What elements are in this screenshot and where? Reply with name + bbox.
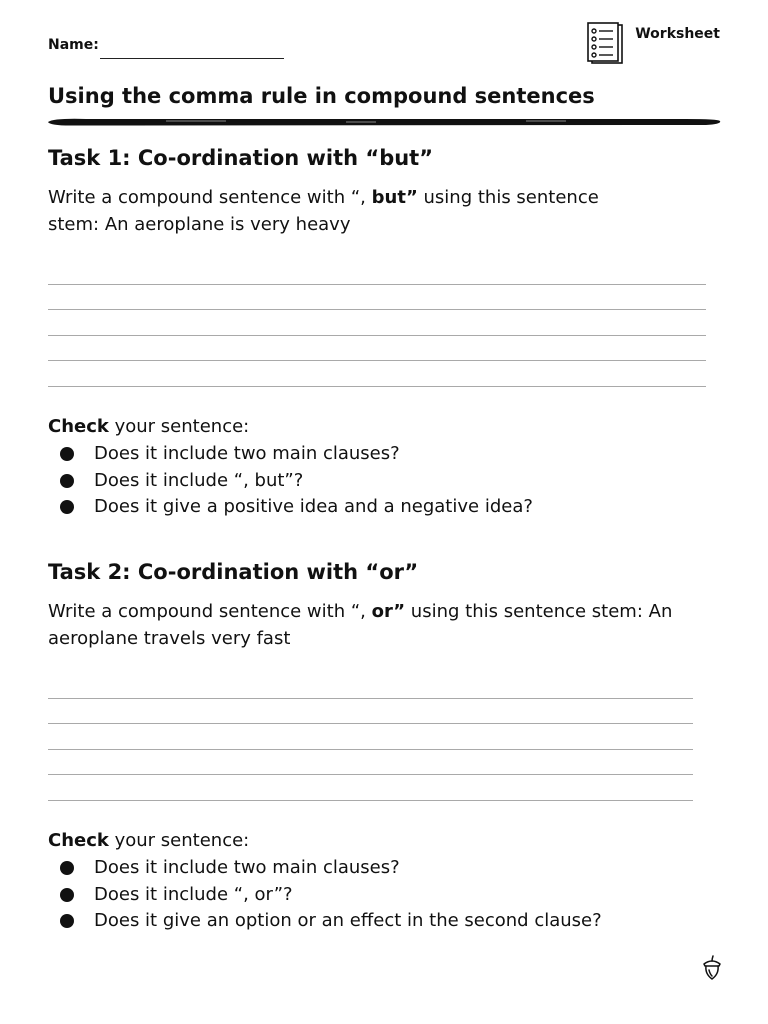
- answer-line[interactable]: [48, 673, 693, 699]
- title-underline-brushstroke: [46, 116, 722, 128]
- task-1-keyword: but”: [371, 187, 418, 208]
- worksheet-icon: [584, 22, 628, 66]
- task-1-prompt: [48, 184, 608, 238]
- task-1-heading: Task 1: Co-ordination with “but”: [48, 146, 434, 170]
- answer-line[interactable]: [48, 259, 706, 285]
- task-1-check-title: [48, 416, 249, 437]
- task-2-heading: Task 2: Co-ordination with “or”: [48, 560, 419, 584]
- name-label: Name:: [48, 37, 99, 53]
- answer-line[interactable]: [48, 336, 706, 362]
- answer-line[interactable]: [48, 699, 693, 725]
- check-rest: your sentence:: [114, 830, 250, 851]
- task-2-prompt-end: using this sentence stem: An aeroplane travels very fast: [48, 601, 673, 649]
- checklist-item-text: Does it include two main clauses?: [94, 857, 400, 878]
- name-field[interactable]: [100, 58, 284, 59]
- checklist-item-text: Does it give an option or an effect in the second clause?: [94, 910, 602, 932]
- checklist-item-text: Does it include two main clauses?: [94, 443, 400, 464]
- task-1-checklist: [60, 441, 533, 521]
- task-2-prompt: [48, 598, 688, 652]
- checklist-item-text: Does it include “, but”?: [94, 469, 304, 491]
- bullet-icon: [60, 861, 74, 875]
- bullet-icon: [60, 888, 74, 902]
- answer-line[interactable]: [48, 750, 693, 776]
- checklist-item: [60, 441, 533, 468]
- checklist-item: [60, 494, 533, 521]
- check-rest: your sentence:: [114, 416, 250, 437]
- task-2-check-title: [48, 830, 249, 851]
- task-2-keyword: or”: [371, 601, 406, 622]
- task-1-prompt-end: using this sentence stem: An aeroplane is very heavy: [48, 187, 599, 235]
- checklist-item: [60, 468, 533, 495]
- bullet-icon: [60, 447, 74, 461]
- answer-line[interactable]: [48, 285, 706, 311]
- checklist-item-text: Does it include “, or”?: [94, 883, 293, 905]
- task-1-prompt-start: Write a compound sentence with “,: [48, 187, 366, 208]
- worksheet-label: Worksheet: [635, 26, 720, 42]
- page-title: Using the comma rule in compound sentences: [48, 84, 595, 108]
- answer-line[interactable]: [48, 310, 706, 336]
- check-bold: Check: [48, 416, 109, 437]
- check-bold: Check: [48, 830, 109, 851]
- task-1-answer-lines[interactable]: [48, 259, 706, 387]
- checklist-item: [60, 882, 602, 909]
- answer-line[interactable]: [48, 775, 693, 801]
- task-2-checklist: [60, 855, 602, 935]
- checklist-item-text: Does it give a positive idea and a negative idea?: [94, 496, 533, 518]
- bullet-icon: [60, 500, 74, 514]
- acorn-icon: [700, 954, 724, 982]
- checklist-item: [60, 908, 602, 935]
- task-2-prompt-start: Write a compound sentence with “,: [48, 601, 366, 622]
- bullet-icon: [60, 474, 74, 488]
- bullet-icon: [60, 914, 74, 928]
- answer-line[interactable]: [48, 361, 706, 387]
- answer-line[interactable]: [48, 724, 693, 750]
- checklist-item: [60, 855, 602, 882]
- task-2-answer-lines[interactable]: [48, 673, 693, 801]
